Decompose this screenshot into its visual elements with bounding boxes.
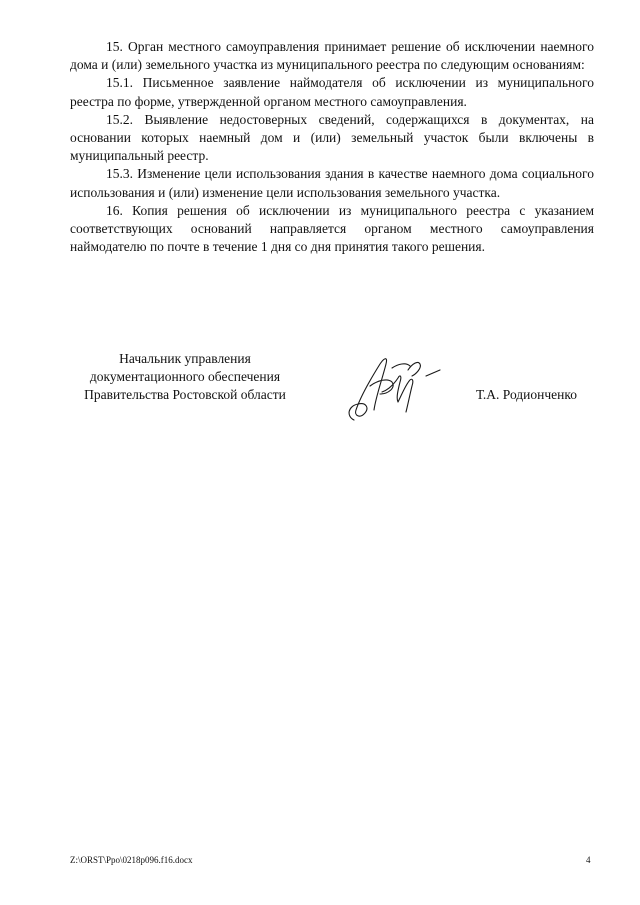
footer-file-path: Z:\ORST\Ppo\0218p096.f16.docx [70,855,193,865]
paragraph-15-2: 15.2. Выявление недостоверных сведений, содержащихся в документах, на основании которых наемный дом и (или) земельный участок были включены в муниципальный реестр. [70,111,594,164]
signatory-title [60,350,310,404]
signatory-name: Т.А. Родионченко [476,387,577,402]
signature-block [60,350,600,430]
paragraph-15: 15. Орган местного самоуправления принимает решение об исключении наемного дома и (или) земельного участка из муниципального реестра по следующим основаниям: [70,39,594,73]
handwritten-signature [340,350,460,428]
signatory-title-line: документационного обеспечения [89,369,281,384]
paragraph-15-1: 15.1. Письменное заявление наймодателя об исключении из муниципального реестра по форме, утвержденной органом местного самоуправления. [70,75,594,109]
signatory-title-line: Начальник управления [119,351,251,366]
document-body [70,38,594,256]
signatory-title-line: Правительства Ростовской области [84,387,286,402]
footer-page-number: 4 [586,855,591,865]
paragraph-15-3: 15.3. Изменение цели использования здания в качестве наемного дома социального использования и (или) изменение цели использования земельного участка. [70,166,594,200]
paragraph-16: 16. Копия решения об исключении из муниципального реестра с указанием соответствующих оснований направляется органом местного самоуправления наймодателю по почте в течение 1 дня со дня принятия такого решения. [70,202,594,255]
